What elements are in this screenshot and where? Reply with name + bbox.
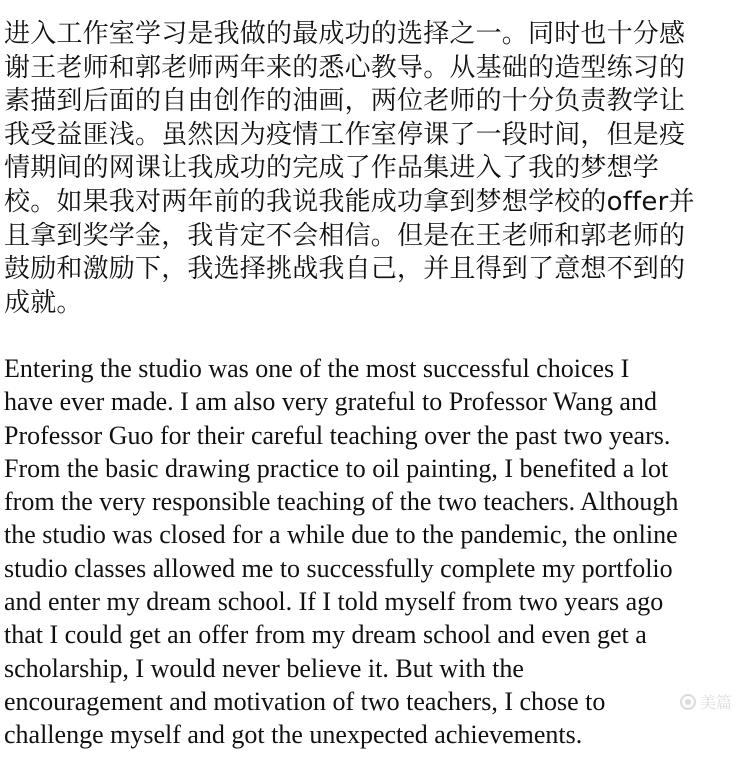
watermark (680, 690, 732, 713)
chinese-text-line: 我受益匪浅。虽然因为疫情工作室停课了一段时间，但是疫 (4, 119, 686, 150)
english-text-line: From the basic drawing practice to oil painting, I benefited a lot (4, 453, 669, 483)
english-text-line: from the very responsible teaching of the two teachers. Although (4, 487, 679, 517)
english-text-line: challenge myself and got the unexpected achievements. (4, 720, 583, 750)
english-text-line: and enter my dream school. If I told myself from two years ago (4, 587, 664, 617)
english-text-line: encouragement and motivation of two teachers, I chose to (4, 686, 606, 716)
english-paragraph (4, 352, 748, 752)
chinese-text-line: 素描到后面的自由创作的油画，两位老师的十分负责教学让 (4, 86, 686, 117)
english-text-line: scholarship, I would never believe it. But with the (4, 653, 524, 683)
chinese-text-line: 进入工作室学习是我做的最成功的选择之一。同时也十分感 (4, 19, 686, 49)
chinese-text-line: 情期间的网课让我成功的完成了作品集进入了我的梦想学 (4, 153, 660, 184)
chinese-text-line: 且拿到奖学金，我肯定不会相信。但是在王老师和郭老师的 (4, 220, 686, 251)
english-text-line: Entering the studio was one of the most successful choices I (4, 354, 630, 383)
chinese-paragraph (4, 0, 746, 320)
chinese-text-line: 成就。 (4, 287, 83, 318)
english-text-line: that I could get an offer from my dream school and even get a (4, 620, 647, 650)
watermark-text: 美篇 (699, 693, 732, 712)
chinese-text-line: 谢王老师和郭老师两年来的悉心教导。从基础的造型练习的 (4, 52, 686, 83)
english-text-line: Professor Guo for their careful teaching over the past two years. (4, 420, 671, 450)
chinese-text-line: 校。如果我对两年前的我说我能成功拿到梦想学校的offer并 (4, 186, 695, 217)
chinese-text-line: 鼓励和激励下，我选择挑战我自己，并且得到了意想不到的 (4, 254, 686, 285)
english-text-line: studio classes allowed me to successfully complete my portfolio (4, 553, 673, 583)
english-text-line: have ever made. I am also very grateful to Professor Wang and (4, 387, 657, 417)
english-text-line: the studio was closed for a while due to the pandemic, the online (4, 520, 678, 550)
meipian-logo-icon (680, 694, 696, 710)
